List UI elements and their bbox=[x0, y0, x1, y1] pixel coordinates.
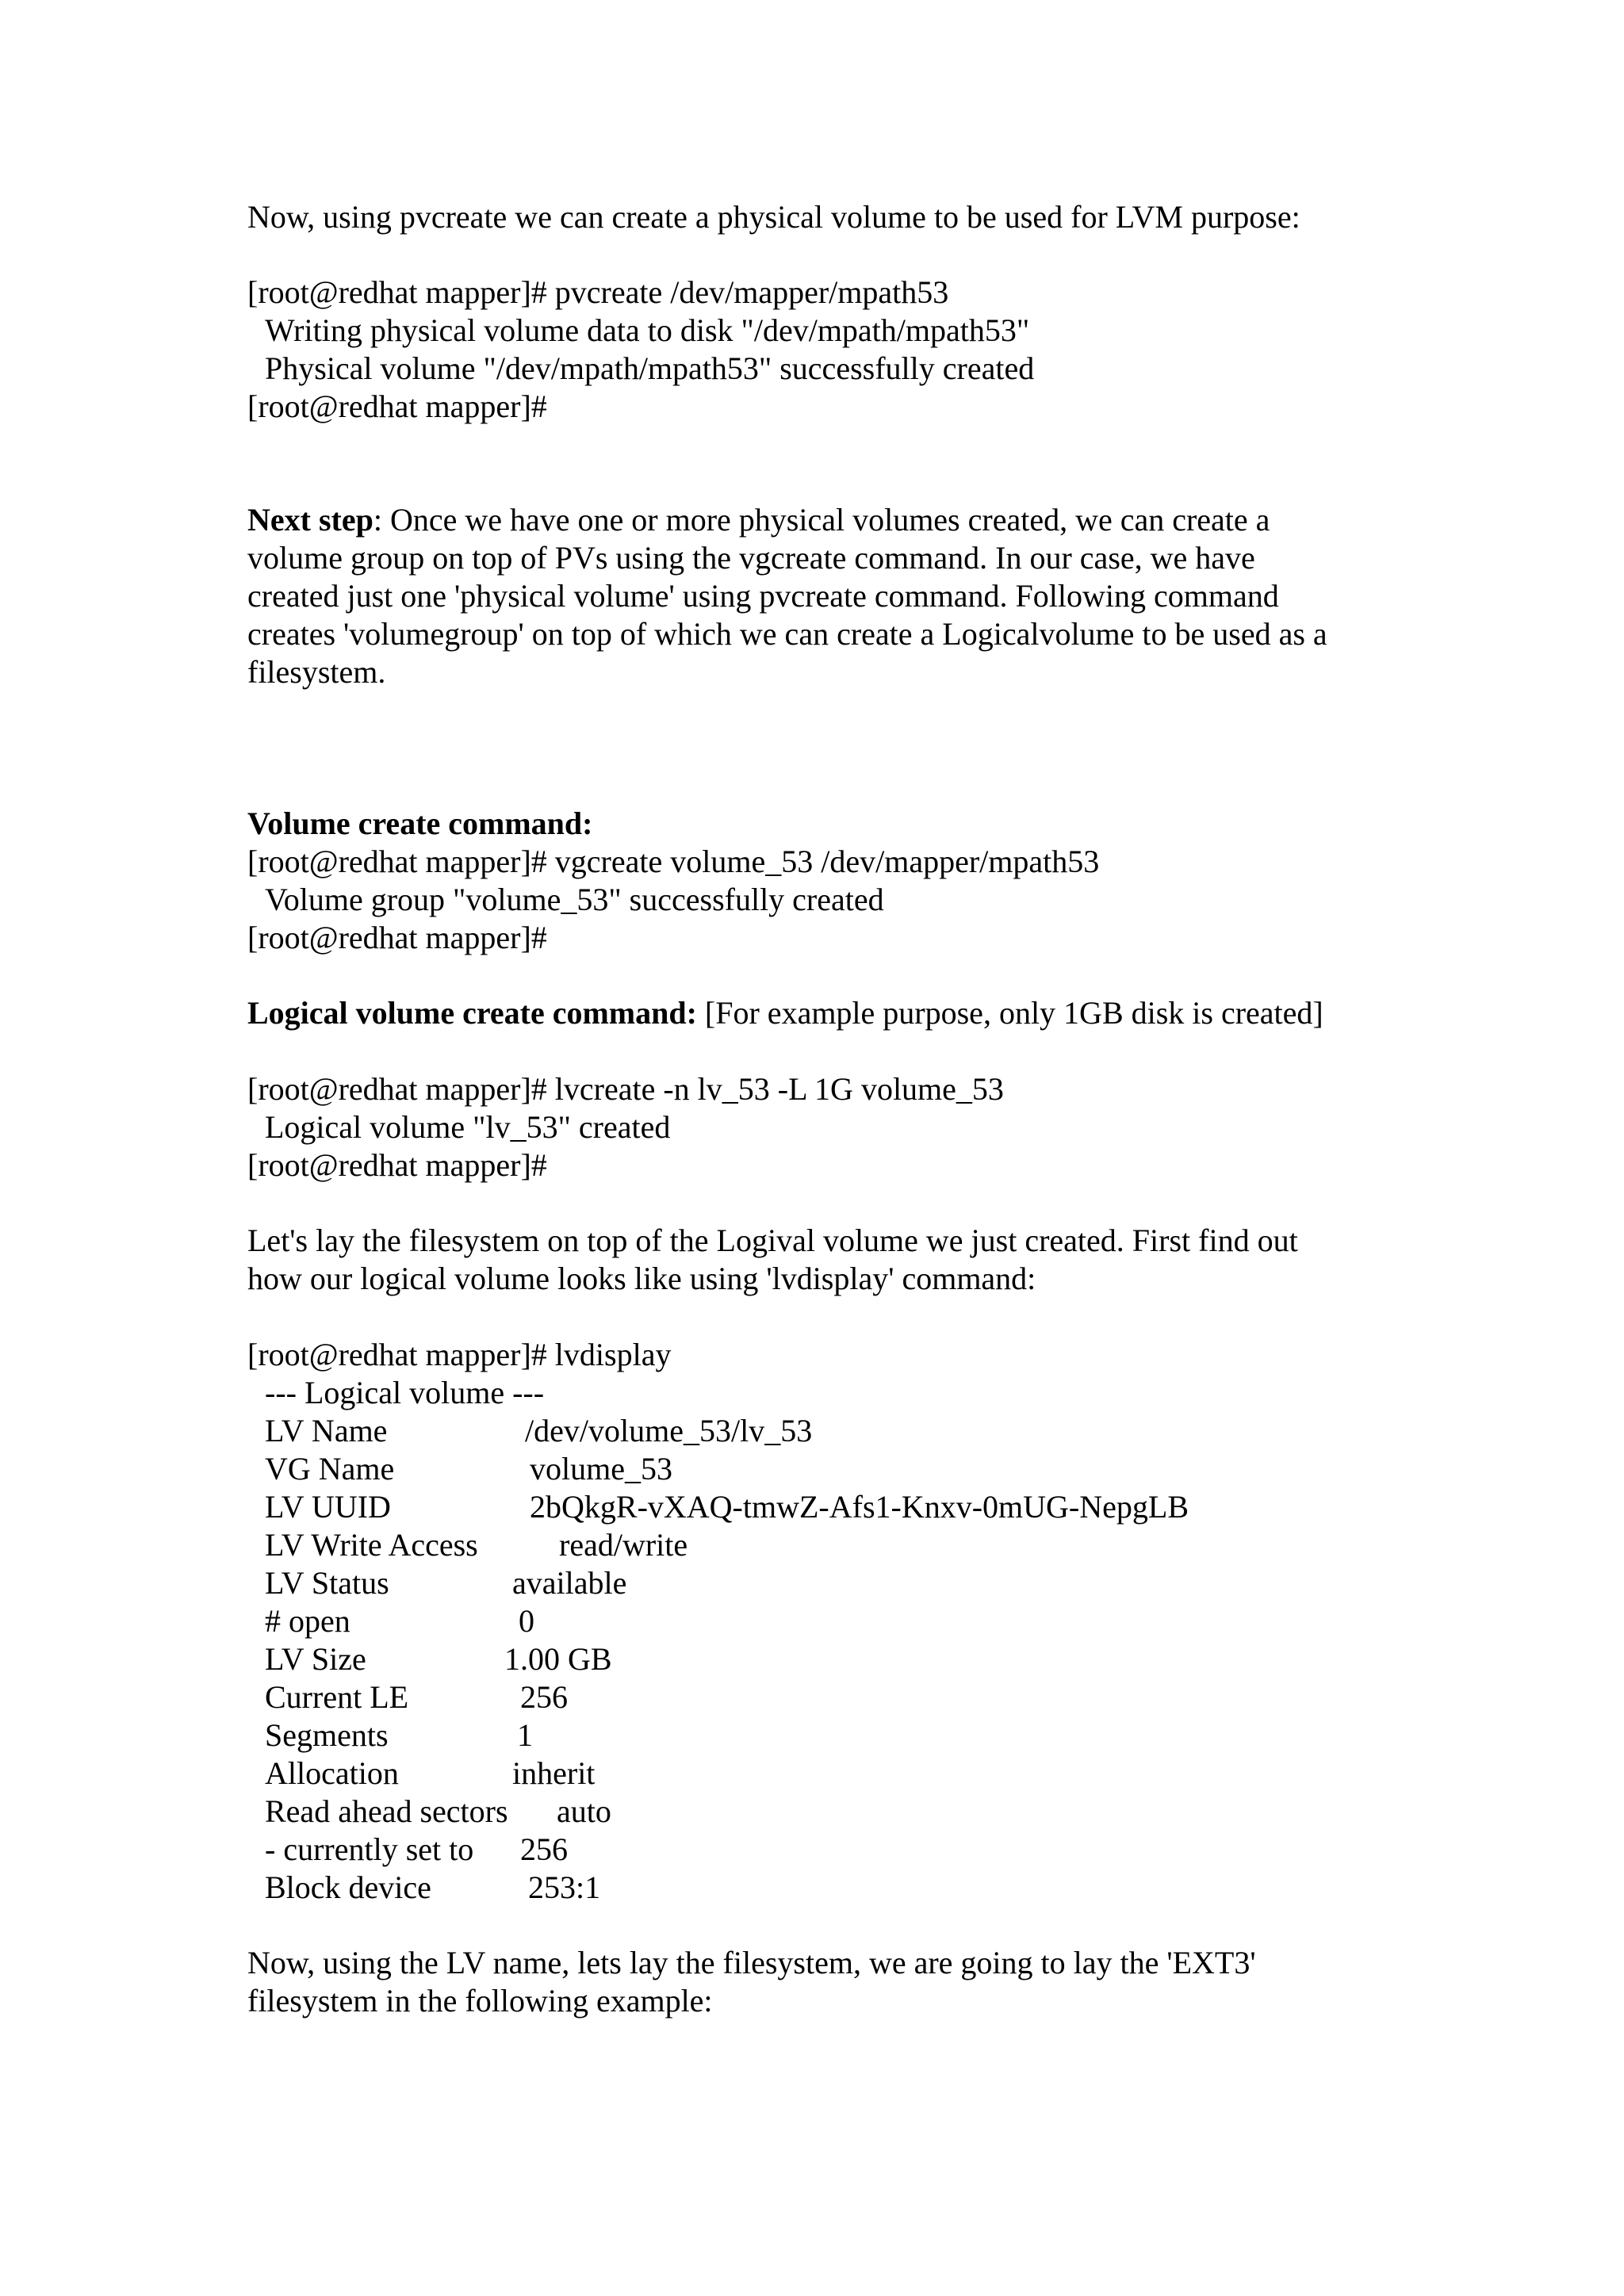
lv-attr-key: Segments bbox=[265, 1717, 389, 1753]
lvdisplay-command-line: [root@redhat mapper]# lvdisplay bbox=[247, 1337, 672, 1372]
lvdisplay-intro-line: how our logical volume looks like using 'lvdisplay' command: bbox=[247, 1261, 1036, 1296]
lv-attr-value: /dev/volume_53/lv_53 bbox=[525, 1413, 813, 1448]
next-step-text: : Once we have one or more physical volumes created, we can create a bbox=[373, 502, 1270, 538]
lv-attr-value: 1 bbox=[517, 1717, 533, 1753]
lvcreate-output-line: Logical volume "lv_53" created bbox=[265, 1109, 671, 1145]
lv-attr-key: # open bbox=[265, 1603, 350, 1639]
lvdisplay-intro-line: Let's lay the filesystem on top of the Logival volume we just created. First find out bbox=[247, 1223, 1298, 1258]
next-step-line: volume group on top of PVs using the vgcreate command. In our case, we have bbox=[247, 540, 1255, 576]
pvcreate-command-line: [root@redhat mapper]# pvcreate /dev/mapper/mpath53 bbox=[247, 274, 949, 310]
lvdisplay-header: --- Logical volume --- bbox=[265, 1375, 545, 1410]
lv-attr-key: - currently set to bbox=[265, 1831, 474, 1867]
lv-attr-value: auto bbox=[557, 1793, 611, 1829]
outro-line: Now, using the LV name, lets lay the filesystem, we are going to lay the 'EXT3' bbox=[247, 1945, 1256, 1980]
lv-attr-value: 253:1 bbox=[528, 1869, 601, 1905]
lv-attr-key: Block device bbox=[265, 1869, 431, 1905]
shell-prompt-line: [root@redhat mapper]# bbox=[247, 1147, 547, 1183]
lv-attr-value: 2bQkgR-vXAQ-tmwZ-Afs1-Knxv-0mUG-NepgLB bbox=[530, 1489, 1189, 1525]
vgcreate-output-line: Volume group "volume_53" successfully created bbox=[265, 882, 884, 917]
lvcreate-command-line: [root@redhat mapper]# lvcreate -n lv_53 -L 1G volume_53 bbox=[247, 1071, 1004, 1107]
lv-attr-value: available bbox=[512, 1565, 627, 1601]
lv-attr-key: LV Name bbox=[265, 1413, 388, 1448]
lv-attr-value: 256 bbox=[520, 1831, 568, 1867]
lv-heading-note: [For example purpose, only 1GB disk is created] bbox=[696, 995, 1323, 1031]
volume-create-heading: Volume create command: bbox=[247, 806, 593, 841]
lv-attr-value: inherit bbox=[512, 1755, 596, 1791]
lv-attr-key: LV Size bbox=[265, 1641, 366, 1677]
lv-attr-key: VG Name bbox=[265, 1451, 395, 1487]
next-step-line: created just one 'physical volume' using pvcreate command. Following command bbox=[247, 578, 1279, 614]
lv-attr-key: LV Write Access bbox=[265, 1527, 478, 1563]
intro-paragraph: Now, using pvcreate we can create a physical volume to be used for LVM purpose: bbox=[247, 199, 1300, 235]
lv-heading-label: Logical volume create command: bbox=[247, 995, 697, 1031]
shell-prompt-line: [root@redhat mapper]# bbox=[247, 388, 547, 424]
lv-attr-key: LV Status bbox=[265, 1565, 389, 1601]
lv-attr-key: Read ahead sectors bbox=[265, 1793, 508, 1829]
lv-attr-value: 256 bbox=[520, 1679, 568, 1715]
lv-attr-value: volume_53 bbox=[530, 1451, 672, 1487]
shell-prompt-line: [root@redhat mapper]# bbox=[247, 920, 547, 955]
pvcreate-output-line: Physical volume "/dev/mpath/mpath53" successfully created bbox=[265, 350, 1035, 386]
logical-volume-create-heading bbox=[247, 994, 1323, 1032]
pvcreate-output-line: Writing physical volume data to disk "/dev/mpath/mpath53" bbox=[265, 312, 1030, 348]
outro-line: filesystem in the following example: bbox=[247, 1983, 713, 2019]
next-step-label: Next step bbox=[247, 502, 373, 538]
vgcreate-command-line: [root@redhat mapper]# vgcreate volume_53 /dev/mapper/mpath53 bbox=[247, 844, 1100, 879]
lv-attr-value: read/write bbox=[559, 1527, 688, 1563]
lv-attr-key: LV UUID bbox=[265, 1489, 391, 1525]
lv-attr-value: 1.00 GB bbox=[504, 1641, 612, 1677]
next-step-line: creates 'volumegroup' on top of which we can create a Logicalvolume to be used as a bbox=[247, 616, 1327, 652]
next-step-line: filesystem. bbox=[247, 654, 386, 690]
next-step-line bbox=[247, 501, 1270, 539]
lv-attr-key: Current LE bbox=[265, 1679, 409, 1715]
lv-attr-value: 0 bbox=[519, 1603, 534, 1639]
lv-attr-key: Allocation bbox=[265, 1755, 399, 1791]
